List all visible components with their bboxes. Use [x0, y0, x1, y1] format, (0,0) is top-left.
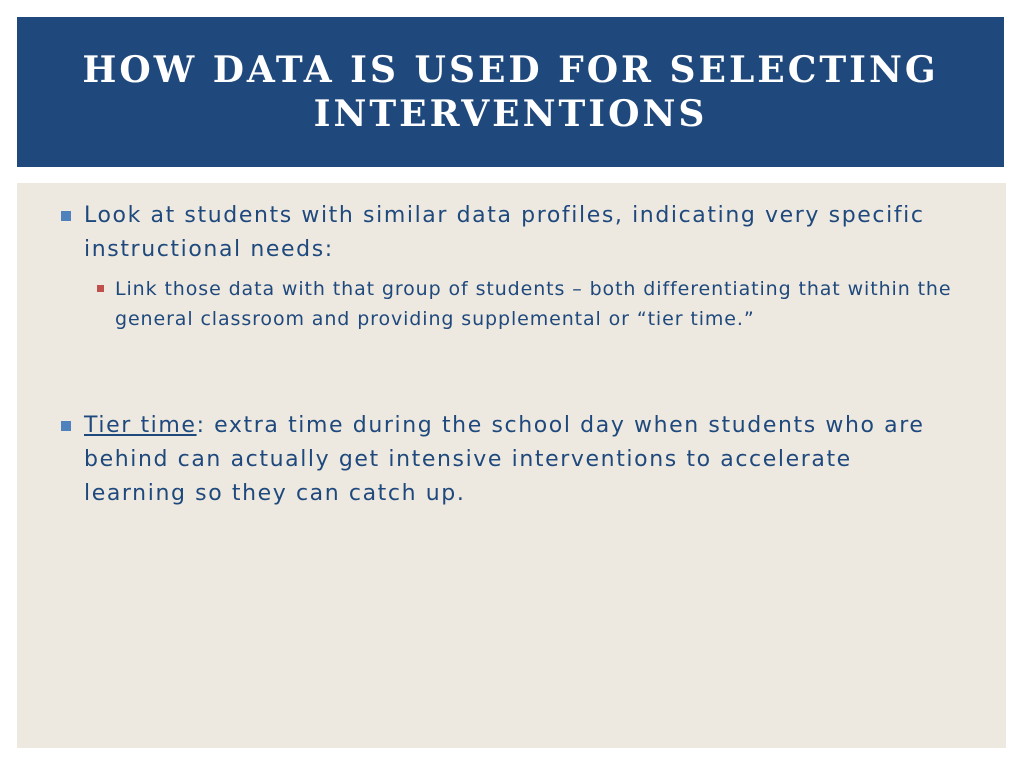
bullet-text: Look at students with similar data profiles, indicating very specific instructional needs:: [84, 203, 925, 262]
tier-time-definition: : extra time during the school day when students who are behind can actually get intensive interventions to accelerate learning so they can catch up.: [84, 413, 925, 506]
sub-bullet-item-link-data: [97, 274, 977, 334]
title-bar: [17, 17, 1004, 167]
sub-bullet-text: Link those data with that group of students – both differentiating that within the general classroom and providing supplemental or “tier time.”: [115, 278, 952, 330]
bullet-text-container: [61, 409, 961, 511]
small-square-bullet-icon: [97, 285, 104, 292]
slide-title: HOW DATA IS USED FOR SELECTING INTERVENTIONS: [82, 49, 939, 135]
square-bullet-icon: [61, 211, 71, 221]
content-area: [17, 183, 1006, 748]
bullet-item-tier-time: [61, 409, 961, 511]
bullet-item-similar-profiles: [61, 199, 961, 267]
tier-time-term: Tier time: [84, 413, 197, 438]
square-bullet-icon: [61, 421, 71, 431]
